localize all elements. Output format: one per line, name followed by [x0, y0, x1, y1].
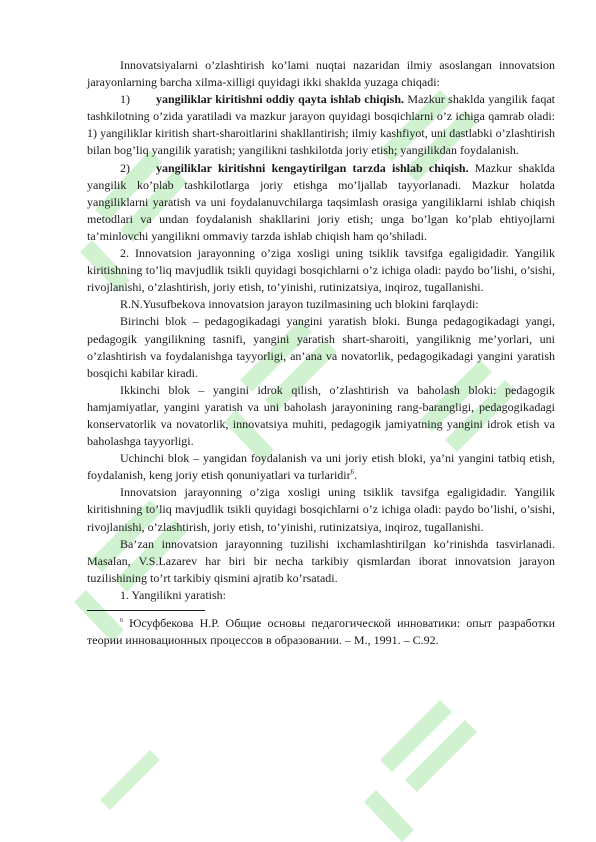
paragraph-8: [87, 450, 555, 484]
paragraph-11: 1. Yangilikni yaratish:: [120, 587, 227, 602]
paragraph-text: Uchinchi blok – yangidan foydalanish va uni joriy etish bloki, ya’ni yangini tatbiq etish, foydalanish, keng joriy etish qonuniyatlari va turlaridir: [87, 451, 555, 483]
paragraph-7: Ikkinchi blok – yangini idrok qilish, o’zlashtirish va baholash bloki: pedagogik hamjamiyatlar, yangini yaratish va uni baholash jarayonining rang-barangligi, pedagogikadagi konservatorlik va novatorlik, innovatsiya muhiti, pedagogik jamiyatning yangini idrok etish va baholashga tayyorligi.: [87, 382, 555, 449]
footnote-divider: [87, 610, 205, 611]
paragraph-2: [87, 91, 555, 159]
watermark-mark: [364, 700, 477, 842]
footnote: [87, 615, 555, 649]
footnote-ref[interactable]: 6: [350, 468, 355, 477]
document-page: [87, 57, 555, 649]
bold-heading: yangiliklar kiritishni oddiy qayta ishlab chiqish.: [156, 92, 404, 107]
footnote-text: Юсуфбекова Н.Р. Общие основы педагогической инноватики: опыт разработки теории инновационных процессов в образовании. – М., 1991. – С.92.: [87, 616, 555, 648]
bold-heading: yangiliklar kiritishni kengaytirilgan tarzda ishlab chiqish.: [156, 160, 469, 175]
paragraph-5: R.N.Yusufbekova innovatsion jarayon tuzilmasining uch blokini farqlaydi:: [120, 297, 479, 312]
list-number: 1): [120, 92, 130, 107]
paragraph-1: Innovatsiyalarni o’zlashtirish ko’lami nuqtai nazaridan ilmiy asoslangan innovatsion jarayonlarning barcha xilma-xilligi quyidagi ikki shaklda yuzaga chiqadi:: [87, 58, 555, 90]
paragraph-3: [87, 160, 555, 245]
paragraph-text: Mazkur shaklda yangilik ko’plab tashkilotlarga joriy etishga mo’ljallab tayyorlanadi. Mazkur holatda yangiliklarni yaratish va uni foydalanuvchilarga taqsimlash orasiga yangiliklarni ishlab chiqish metodlari va undan foydalanish shakllarini joriy etish; unga bo’lgan ko’plab ehtiyojlarni ta’minlovchi yangilikni ommaviy tarzda ishlab chiqish ham qo’shiladi.: [87, 160, 555, 243]
paragraph-9: Innovatsion jarayonning o’ziga xosligi uning tsiklik tavsifga egaligidadir. Yangilik kiritishning to’liq mavjudlik tsikli quyidagi bosqichlarni o’z ichiga oladi: paydo bo’lishi, o’sishi, rivojlanishi, o’zlashtirish, joriy etish, to’yinishi, rutinizatsiya, inqiroz, tugallanishi.: [87, 485, 555, 534]
paragraph-10: Ba’zan innovatsion jarayonning tuzilishi ixchamlashtirilgan ko’rinishda tasvirlanadi. Masalan, V.S.Lazarev har biri bir necha tarkibiy qismlardan iborat innovatsion jarayon tuzilishining to’rt tarkibiy qismini ajratib ko’rsatadi.: [87, 536, 555, 585]
paragraph-4: 2. Innovatsion jarayonning o’ziga xosligi uning tsiklik tavsifga egaligidadir. Yangilik kiritishning to’liq mavjudlik tsikli quyidagi bosqichlarni o’z ichiga oladi: paydo bo’lishi, o’sishi, rivojlanishi, o’zlashtirish, joriy etish, to’yinishi, rutinizatsiya, inqiroz, tugallanishi.: [87, 246, 555, 295]
footnote-mark: 6: [120, 618, 123, 624]
paragraph-text: Mazkur shaklda yangilik faqat tashkilotning o’zida yaratiladi va mazkur jarayon quyidagi bosqichlarni o’z ichiga qamrab oladi: 1) yangiliklar kiritish shart-sharoitlarini shakllantirish; ilmiy kashfiyot, uni dastlabki o’zlashtirish bilan bog’liq yangilik yaratish; yangilikni tashkilotda joriy etish; yangilikdan foydalanish.: [87, 92, 555, 158]
paragraph-6: Birinchi blok – pedagogikadagi yangini yaratish bloki. Bunga pedagogikadagi yangi, pedagogik yangilikning tasnifi, yangini yaratish shart-sharoiti, yangiliknig me’yorlari, uni o’zlashtirish va foydalanishga tayyorligi, an’ana va novatorlik, pedagogikadagi yangini yaratish bosqichi kabilar kiradi.: [87, 314, 555, 380]
list-number: 2): [120, 160, 130, 175]
paragraph-end: .: [354, 468, 358, 483]
watermark-mark: [100, 750, 160, 810]
